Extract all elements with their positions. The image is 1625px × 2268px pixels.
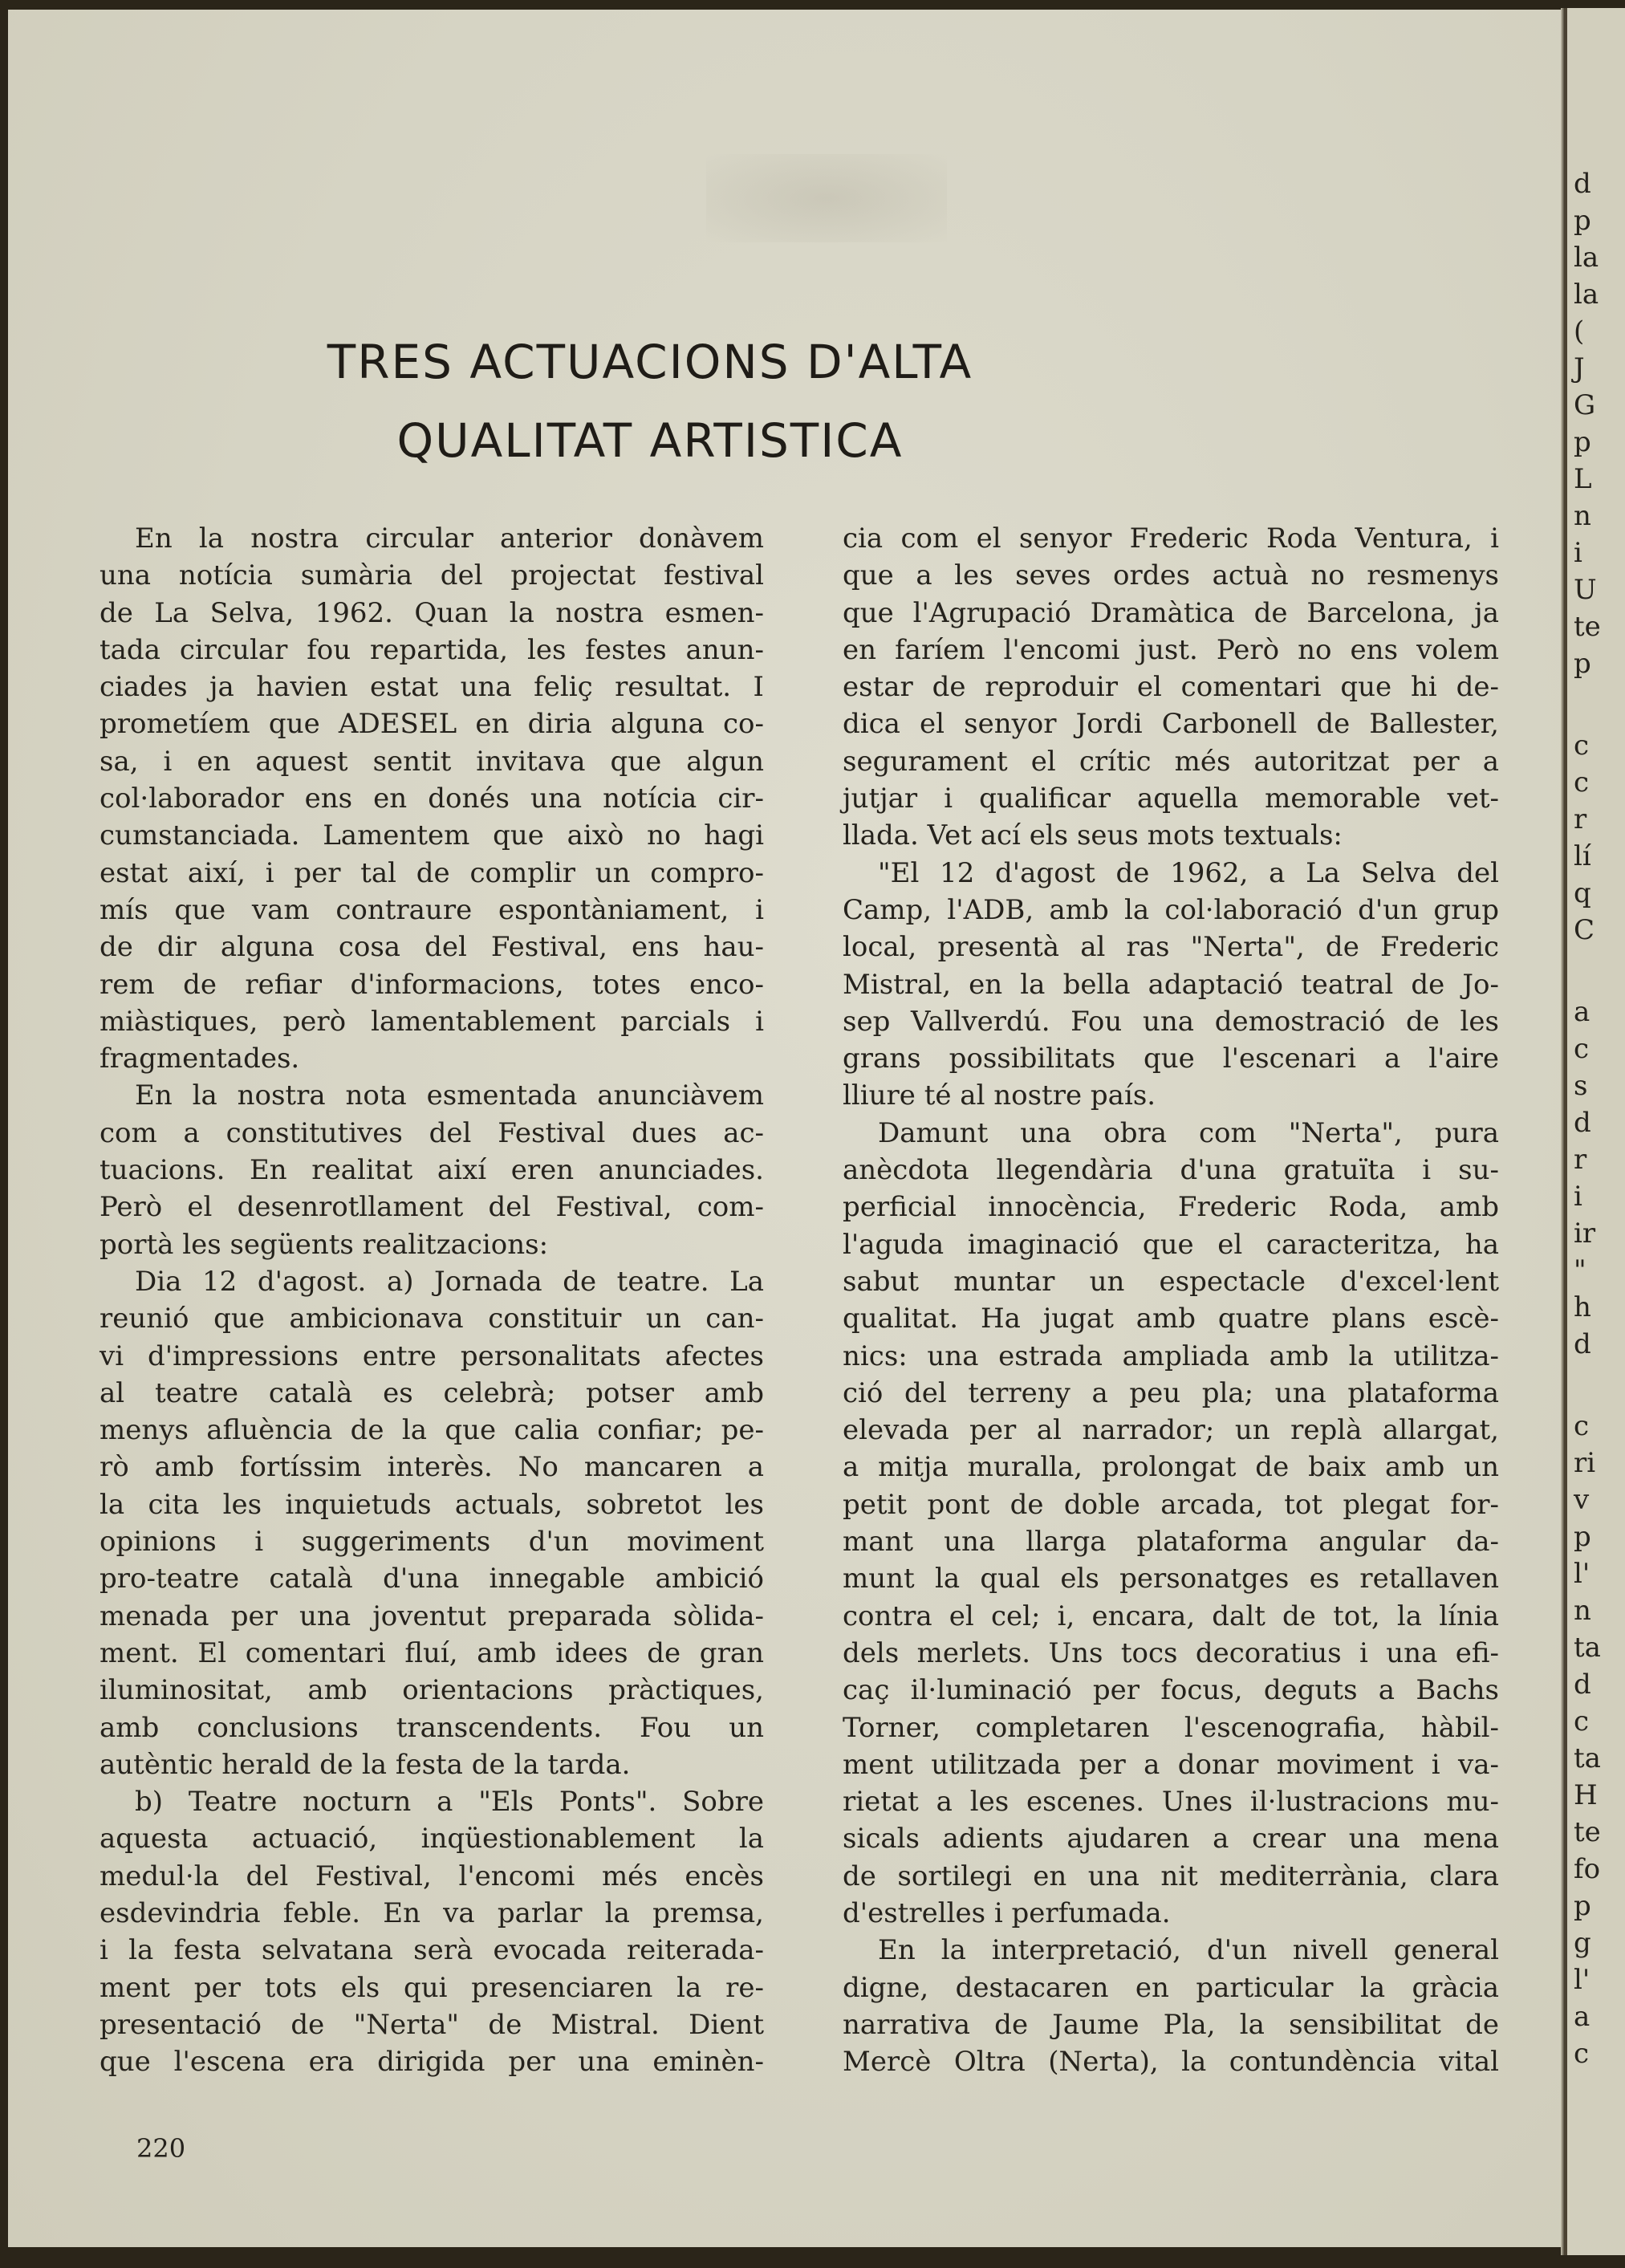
text-line: contra el cel; i, encara, dalt de tot, la línia xyxy=(843,1599,1499,1632)
text-line: col·laborador ens en donés una notícia cir- xyxy=(100,782,764,815)
text-line: pro-teatre català d'una innegable ambició xyxy=(100,1563,764,1595)
text-line: mís que vam contraure espontàniament, i xyxy=(100,893,764,926)
text-line: miàstiques, però lamentablement parcials i xyxy=(100,1005,764,1038)
text-line: ment utilitzada per a donar moviment i va- xyxy=(843,1748,1499,1781)
text-line: grans possibilitats que l'escenari a l'aire xyxy=(843,1043,1499,1075)
text-line: presentació de "Nerta" de Mistral. Dient xyxy=(100,2008,764,2041)
adjacent-page-text-fragment: a xyxy=(1574,996,1590,1028)
adjacent-page-text-fragment: " xyxy=(1574,1254,1586,1286)
adjacent-page-text-fragment: g xyxy=(1574,1927,1591,1959)
text-line: de sortilegi en una nit mediterrània, clara xyxy=(843,1860,1499,1892)
text-line: que l'Agrupació Dramàtica de Barcelona, ja xyxy=(843,596,1499,629)
text-line: anècdota llegendària d'una gratuïta i su- xyxy=(843,1154,1499,1187)
print-smudge xyxy=(706,154,947,242)
text-line: perficial innocència, Frederic Roda, amb xyxy=(843,1191,1499,1224)
text-line: l'aguda imaginació que el caracteritza, ha xyxy=(843,1228,1499,1261)
adjacent-page-text-fragment: ri xyxy=(1574,1447,1596,1479)
text-line: i la festa selvatana serà evocada reiterada- xyxy=(100,1934,764,1967)
text-line: nics: una estrada ampliada amb la utilitza- xyxy=(843,1339,1499,1372)
text-line: opinions i suggeriments d'un moviment xyxy=(100,1526,764,1559)
text-line: sicals adients ajudaren a crear una mena xyxy=(843,1823,1499,1855)
adjacent-page-text-fragment: d xyxy=(1574,1107,1591,1139)
text-line: tuacions. En realitat així eren anunciades. xyxy=(100,1154,764,1187)
article-title-line-1: TRES ACTUACIONS D'ALTA xyxy=(327,335,973,389)
adjacent-page-text-fragment: h xyxy=(1574,1291,1591,1323)
adjacent-page-text-fragment: n xyxy=(1574,1595,1591,1627)
text-line: al teatre català es celebrà; potser amb xyxy=(100,1376,764,1409)
adjacent-page-text-fragment: n xyxy=(1574,500,1591,532)
adjacent-page-text-fragment: d xyxy=(1574,1328,1591,1360)
article-title-line-2: QUALITAT ARTISTICA xyxy=(396,413,904,468)
text-line: narrativa de Jaume Pla, la sensibilitat de xyxy=(843,2008,1499,2041)
text-line: reunió que ambicionava constituir un can- xyxy=(100,1303,764,1335)
text-line: d'estrelles i perfumada. xyxy=(843,1896,1171,1929)
text-line: menys afluència de la que calia confiar; pe- xyxy=(100,1414,764,1447)
text-line: En la nostra circular anterior donàvem xyxy=(135,522,764,555)
adjacent-page-text-fragment: p xyxy=(1574,648,1591,680)
text-line: b) Teatre nocturn a "Els Ponts". Sobre xyxy=(135,1786,764,1819)
text-line: ment per tots els qui presenciaren la re- xyxy=(100,1971,764,2004)
text-line: estar de reproduir el comentari que hi de- xyxy=(843,671,1499,704)
adjacent-page-text-fragment: H xyxy=(1574,1779,1598,1811)
adjacent-page-text-fragment: q xyxy=(1574,877,1591,909)
text-line: portà les següents realitzacions: xyxy=(100,1228,549,1261)
text-line: "El 12 d'agost de 1962, a La Selva del xyxy=(878,856,1499,889)
adjacent-page-text-fragment: la xyxy=(1574,278,1599,311)
text-line: munt la qual els personatges es retallaven xyxy=(843,1563,1499,1595)
text-line: qualitat. Ha jugat amb quatre plans escè- xyxy=(843,1303,1499,1335)
adjacent-page-text-fragment: ta xyxy=(1574,1632,1601,1664)
adjacent-page-text-fragment: te xyxy=(1574,1816,1601,1848)
text-line: llada. Vet ací els seus mots textuals: xyxy=(843,819,1343,852)
text-line: digne, destacaren en particular la gràcia xyxy=(843,1971,1499,2004)
adjacent-page-text-fragment: U xyxy=(1574,574,1597,606)
text-line: de dir alguna cosa del Festival, ens hau- xyxy=(100,931,764,964)
adjacent-page-text-fragment: p xyxy=(1574,426,1591,458)
adjacent-page-text-fragment: ir xyxy=(1574,1217,1596,1250)
text-line: petit pont de doble arcada, tot plegat for- xyxy=(843,1488,1499,1521)
adjacent-page-text-fragment: L xyxy=(1574,463,1592,495)
text-line: rem de refiar d'informacions, totes enco- xyxy=(100,968,764,1001)
text-line: dica el senyor Jordi Carbonell de Ballester, xyxy=(843,708,1499,741)
text-line: En la nostra nota esmentada anunciàvem xyxy=(135,1079,764,1112)
adjacent-page-text-fragment: s xyxy=(1574,1070,1588,1102)
adjacent-page-text-fragment: J xyxy=(1574,352,1585,384)
text-line: Camp, l'ADB, amb la col·laboració d'un grup xyxy=(843,893,1499,926)
text-line: cumstanciada. Lamentem que això no hagi xyxy=(100,819,764,852)
text-line: segurament el crític més autoritzat per a xyxy=(843,745,1499,778)
text-line: estat així, i per tal de complir un compro- xyxy=(100,856,764,889)
page-number: 220 xyxy=(136,2133,186,2164)
text-line: ment. El comentari fluí, amb idees de gran xyxy=(100,1636,764,1669)
text-line: que a les seves ordes actuà no resmenys xyxy=(843,559,1499,592)
text-line: prometíem que ADESEL en diria alguna co- xyxy=(100,708,764,741)
text-line: Torner, completaren l'escenografia, hàbil- xyxy=(843,1711,1499,1744)
text-line: vi d'impressions entre personalitats afectes xyxy=(100,1339,764,1372)
adjacent-page-text-fragment: p xyxy=(1574,1521,1591,1553)
text-line: menada per una joventut preparada sòlida- xyxy=(100,1599,764,1632)
adjacent-page-text-fragment: C xyxy=(1574,914,1595,946)
adjacent-page-text-fragment: te xyxy=(1574,611,1601,643)
adjacent-page-text-fragment: l' xyxy=(1574,1964,1590,1996)
text-line: Damunt una obra com "Nerta", pura xyxy=(878,1116,1499,1149)
right-text-column xyxy=(843,520,1499,2080)
adjacent-page-text-fragment: lí xyxy=(1574,840,1591,872)
adjacent-page-text-fragment: c xyxy=(1574,730,1590,762)
text-line: Però el desenrotllament del Festival, com- xyxy=(100,1191,764,1224)
adjacent-page-text-fragment: d xyxy=(1574,1668,1591,1701)
text-line: ció del terreny a peu pla; una plataforma xyxy=(843,1376,1499,1409)
text-line: lliure té al nostre país. xyxy=(843,1079,1156,1112)
adjacent-page-text-fragment: i xyxy=(1574,537,1582,569)
adjacent-page-text-fragment: p xyxy=(1574,205,1591,237)
text-line: medul·la del Festival, l'encomi més encès xyxy=(100,1860,764,1892)
adjacent-page-text-fragment: l' xyxy=(1574,1558,1590,1590)
text-line: jutjar i qualificar aquella memorable vet- xyxy=(843,782,1499,815)
text-line: com a constitutives del Festival dues ac- xyxy=(100,1116,764,1149)
text-line: sep Vallverdú. Fou una demostració de les xyxy=(843,1005,1499,1038)
adjacent-page-text-fragment: a xyxy=(1574,2001,1590,2033)
text-line: local, presentà al ras "Nerta", de Frederic xyxy=(843,931,1499,964)
text-line: mant una llarga plataforma angular da- xyxy=(843,1526,1499,1559)
text-line: aquesta actuació, inqüestionablement la xyxy=(100,1823,764,1855)
text-line: ciades ja havien estat una feliç resultat. I xyxy=(100,671,764,704)
text-line: a mitja muralla, prolongat de baix amb un xyxy=(843,1451,1499,1484)
text-line: que l'escena era dirigida per una eminèn- xyxy=(100,2046,764,2079)
text-line: esdevindria feble. En va parlar la premsa, xyxy=(100,1896,764,1929)
magazine-page xyxy=(8,10,1561,2247)
text-line: amb conclusions transcendents. Fou un xyxy=(100,1711,764,1744)
text-line: tada circular fou repartida, les festes anun- xyxy=(100,633,764,666)
text-line: iluminositat, amb orientacions pràctiques, xyxy=(100,1674,764,1707)
adjacent-page-text-fragment: c xyxy=(1574,1410,1590,1442)
adjacent-page-text-fragment: v xyxy=(1574,1484,1590,1516)
adjacent-page-text-fragment: fo xyxy=(1574,1853,1601,1885)
left-text-column xyxy=(100,520,764,2080)
text-line: una notícia sumària del projectat festival xyxy=(100,559,764,592)
adjacent-page-text-fragment: i xyxy=(1574,1181,1582,1213)
adjacent-page-text-fragment: c xyxy=(1574,1033,1590,1065)
adjacent-page-text-fragment: c xyxy=(1574,1705,1590,1738)
text-line: fragmentades. xyxy=(100,1043,300,1075)
adjacent-page-text-fragment: G xyxy=(1574,389,1596,421)
text-line: autèntic herald de la festa de la tarda. xyxy=(100,1748,631,1781)
adjacent-page-text-fragment: r xyxy=(1574,803,1587,835)
text-line: rietat a les escenes. Unes il·lustracions mu- xyxy=(843,1786,1499,1819)
text-line: Dia 12 d'agost. a) Jornada de teatre. La xyxy=(135,1265,764,1298)
adjacent-page-text-fragment: c xyxy=(1574,766,1590,799)
adjacent-page-text-fragment: c xyxy=(1574,2038,1590,2070)
text-line: de La Selva, 1962. Quan la nostra esmen- xyxy=(100,596,764,629)
adjacent-page-text-fragment: r xyxy=(1574,1144,1587,1176)
adjacent-page-text-fragment: p xyxy=(1574,1890,1591,1922)
adjacent-page-edge xyxy=(1565,8,1625,2255)
text-line: sa, i en aquest sentit invitava que algun xyxy=(100,745,764,778)
adjacent-page-text-fragment: la xyxy=(1574,242,1599,274)
text-line: sabut muntar un espectacle d'excel·lent xyxy=(843,1265,1499,1298)
text-line: dels merlets. Uns tocs decoratius i una efi- xyxy=(843,1636,1499,1669)
adjacent-page-text-fragment: ta xyxy=(1574,1742,1601,1774)
adjacent-page-text-fragment: d xyxy=(1574,168,1591,200)
text-line: rò amb fortíssim interès. No mancaren a xyxy=(100,1451,764,1484)
text-line: la cita les inquietuds actuals, sobretot les xyxy=(100,1488,764,1521)
text-line: Mistral, en la bella adaptació teatral de Jo- xyxy=(843,968,1499,1001)
text-line: Mercè Oltra (Nerta), la contundència vital xyxy=(843,2046,1499,2079)
text-line: caç il·luminació per focus, deguts a Bachs xyxy=(843,1674,1499,1707)
adjacent-page-text-fragment: ( xyxy=(1574,315,1585,348)
text-line: en faríem l'encomi just. Però no ens volem xyxy=(843,633,1499,666)
text-line: cia com el senyor Frederic Roda Ventura, i xyxy=(843,522,1499,555)
text-line: En la interpretació, d'un nivell general xyxy=(878,1934,1499,1967)
text-line: elevada per al narrador; un replà allargat, xyxy=(843,1414,1499,1447)
